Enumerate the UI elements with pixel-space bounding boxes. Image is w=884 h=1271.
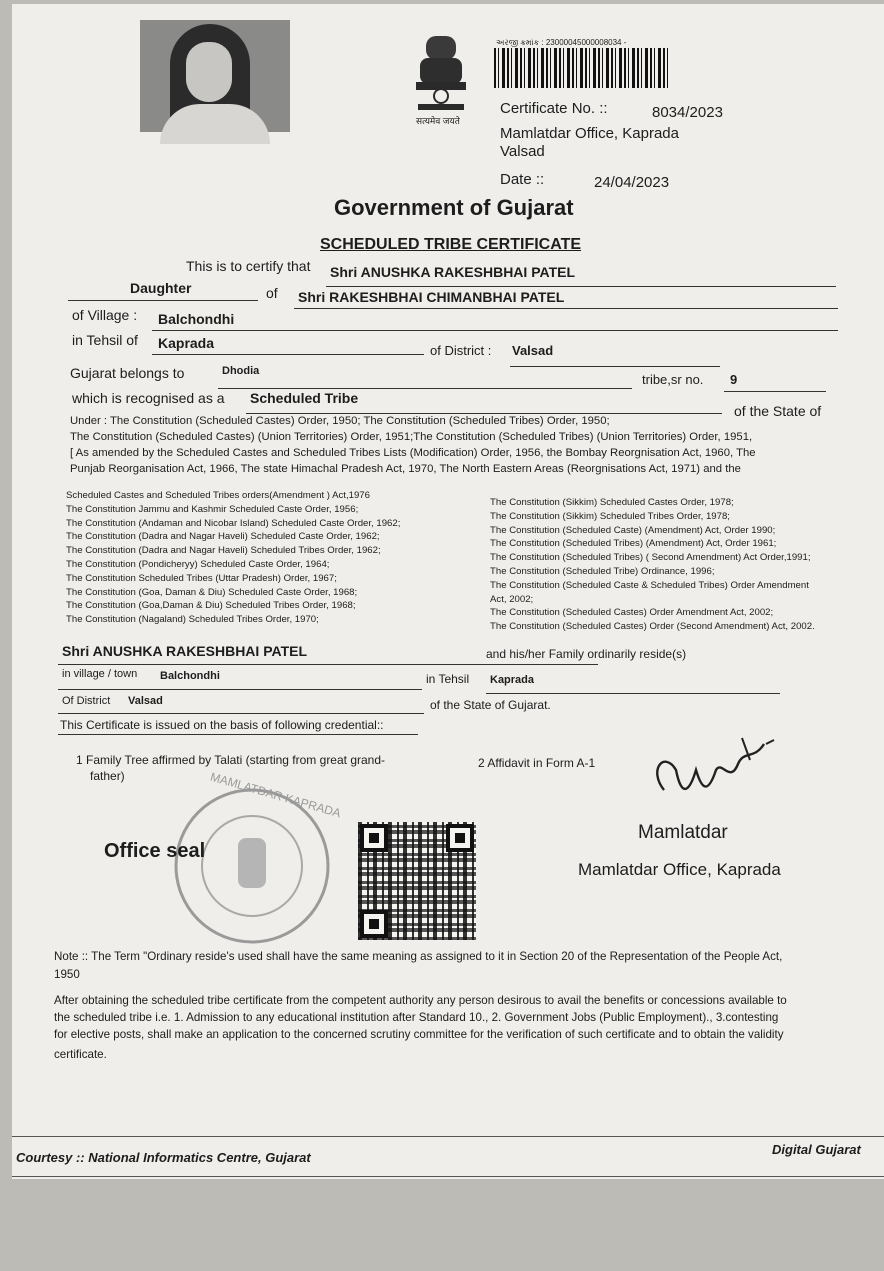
list-item: The Constitution (Goa, Daman & Diu) Scheduled Caste Order, 1968; [66,586,358,598]
relation: Daughter [130,280,192,296]
note-line-2: 1950 [54,968,80,981]
advice-line-3: for elective posts, shall make an application to the concerned scrutiny committee for the verification of such certificate and to obtain the validity [54,1028,784,1041]
footer-divider [12,1136,884,1137]
recognised-label: which is recognised as a [72,390,225,406]
res-district-label: Of District [62,695,111,707]
of-label: of [266,285,278,301]
note-line-1: Note :: The Term "Ordinary reside's used shall have the same meaning as assigned to it in Section 20 of the Representation of the People Act, [54,950,783,963]
signatory-office: Mamlatdar Office, Kaprada [578,860,781,879]
belongs-label: Gujarat belongs to [70,365,185,381]
list-item: The Constitution (Scheduled Tribes) ( Second Amendment) Act Order,1991; [490,552,811,564]
res-tehsil-label: in Tehsil [426,672,470,686]
certificate-no: 8034/2023 [652,104,723,121]
orders-right-list [490,496,870,634]
district-label: of District : [430,343,492,358]
town-label: in village / town [62,668,138,680]
digital-gujarat-brand: Digital Gujarat [772,1142,861,1157]
recognised-as: Scheduled Tribe [250,390,359,406]
list-item: The Constitution (Andaman and Nicobar Island) Scheduled Caste Order, 1962; [66,517,401,529]
holder-name: Shri ANUSHKA RAKESHBHAI PATEL [330,264,576,280]
issue-date: 24/04/2023 [594,174,670,191]
res-tehsil: Kaprada [490,674,535,686]
emblem-caption: सत्यमेव जयते [416,116,460,126]
tribe-sr-no: 9 [730,372,738,387]
footer-bottom-divider [12,1176,884,1177]
courtesy: Courtesy :: National Informatics Centre, Gujarat [16,1150,311,1165]
list-item: The Constitution (Scheduled Caste & Scheduled Tribes) Order Amendment [490,579,809,591]
res-district: Valsad [128,695,163,707]
resident-name: Shri ANUSHKA RAKESHBHAI PATEL [62,643,308,659]
under-line-4: Punjab Reorganisation Act, 1966, The state Himachal Pradesh Act, 1970, The North Eastern Areas (Reorgnisations Act, 1971) and the [70,463,741,475]
list-item: The Constitution (Dadra and Nagar Haveli) Scheduled Caste Order, 1962; [66,531,380,543]
seal-text: MAMLATDAR KAPRADA [208,769,343,821]
list-item: The Constitution (Scheduled Castes) Order (Second Amendment) Act, 2002. [490,621,815,633]
signatory-title: Mamlatdar [638,822,728,843]
credential-item-1: 1 Family Tree affirmed by Talati (starting from great grand- [76,753,386,767]
credential-label: This Certificate is issued on the basis of following credential:: [60,718,384,732]
list-item: The Constitution (Scheduled Caste) (Amendment) Act, Order 1990; [490,524,776,536]
under-line-3: [ As amended by the Scheduled Castes and Scheduled Tribes Lists (Modification) Order, 1956, the Bombay Reorgnisation Act, 1960, The [70,447,756,459]
barcode [494,48,670,88]
list-item: Act, 2002; [490,593,534,605]
state-of-gujarat: of the State of Gujarat. [430,698,551,712]
list-item: The Constitution (Scheduled Tribe) Ordinance, 1996; [490,565,715,577]
applicant-photo [140,20,290,132]
list-item: The Constitution (Scheduled Castes) Order Amendment Act, 2002; [490,607,774,619]
list-item: The Constitution Scheduled Tribes (Uttar Pradesh) Order, 1967; [66,572,337,584]
father-name: Shri RAKESHBHAI CHIMANBHAI PATEL [298,289,565,305]
list-item: The Constitution (Scheduled Tribes) (Amendment) Act, Order 1961; [490,538,777,550]
signature-icon [646,730,786,820]
tribe-name: Dhodia [222,365,260,377]
list-item: The Constitution (Pondicheryy) Scheduled Caste Order, 1964; [66,558,330,570]
certificate-no-label: Certificate No. :: [500,100,608,117]
date-label: Date :: [500,171,545,188]
issuing-city: Valsad [500,143,545,160]
district: Valsad [512,343,554,358]
list-item: The Constitution (Sikkim) Scheduled Tribes Order, 1978; [490,510,730,522]
state-emblem-icon [408,30,474,126]
tribe-sr-label: tribe,sr no. [642,372,704,387]
tehsil: Kaprada [158,335,215,351]
village: Balchondhi [158,311,235,327]
advice-line-2: the scheduled tribe i.e. 1. Admission to any educational institution after Standard 10., 2. Government Jobs (Public Employment)., 3.contesting [54,1011,779,1024]
office-seal-label: Office seal [104,840,206,862]
village-label: of Village : [72,307,138,323]
advice-line-1: After obtaining the scheduled tribe certificate from the competent authority any person desirous to avail the benefits or concessions available to [54,994,787,1007]
list-item: The Constitution (Sikkim) Scheduled Castes Order, 1978; [490,497,734,508]
certify-label: This is to certify that [186,258,311,274]
state-of-label: of the State of [734,403,822,419]
family-reside-label: and his/her Family ordinarily reside(s) [486,647,687,661]
tehsil-label: in Tehsil of [72,332,138,348]
list-item: The Constitution Jammu and Kashmir Scheduled Caste Order, 1956; [66,503,359,515]
list-item: The Constitution (Dadra and Nagar Haveli) Scheduled Tribes Order, 1962; [66,545,381,557]
issuing-office: Mamlatdar Office, Kaprada [500,125,679,142]
qr-code [358,822,476,940]
list-item: Scheduled Castes and Scheduled Tribes orders(Amendment ) Act,1976 [66,490,370,501]
advice-line-4: certificate. [54,1048,107,1061]
orders-left-list [66,489,486,626]
credential-item-1-cont: father) [90,769,125,783]
list-item: The Constitution (Goa,Daman & Diu) Scheduled Tribes Order, 1968; [66,600,356,612]
list-item: The Constitution (Nagaland) Scheduled Tribes Order, 1970; [66,614,319,626]
page-title: Government of Gujarat [334,195,574,220]
under-line-2: The Constitution (Scheduled Castes) (Union Territories) Order, 1951;The Constitution (Scheduled Tribes) (Union Territories) Order, 1951, [70,431,753,443]
certificate-type: SCHEDULED TRIBE CERTIFICATE [320,236,582,253]
town: Balchondhi [160,670,220,682]
credential-item-2: 2 Affidavit in Form A-1 [478,756,596,770]
barcode-caption: અરજી ક્રમાંક : 23000045000008034 - [496,38,627,47]
under-line-1: Under : The Constitution (Scheduled Castes) Order, 1950; The Constitution (Scheduled Tribes) Order, 1950; [70,415,610,427]
